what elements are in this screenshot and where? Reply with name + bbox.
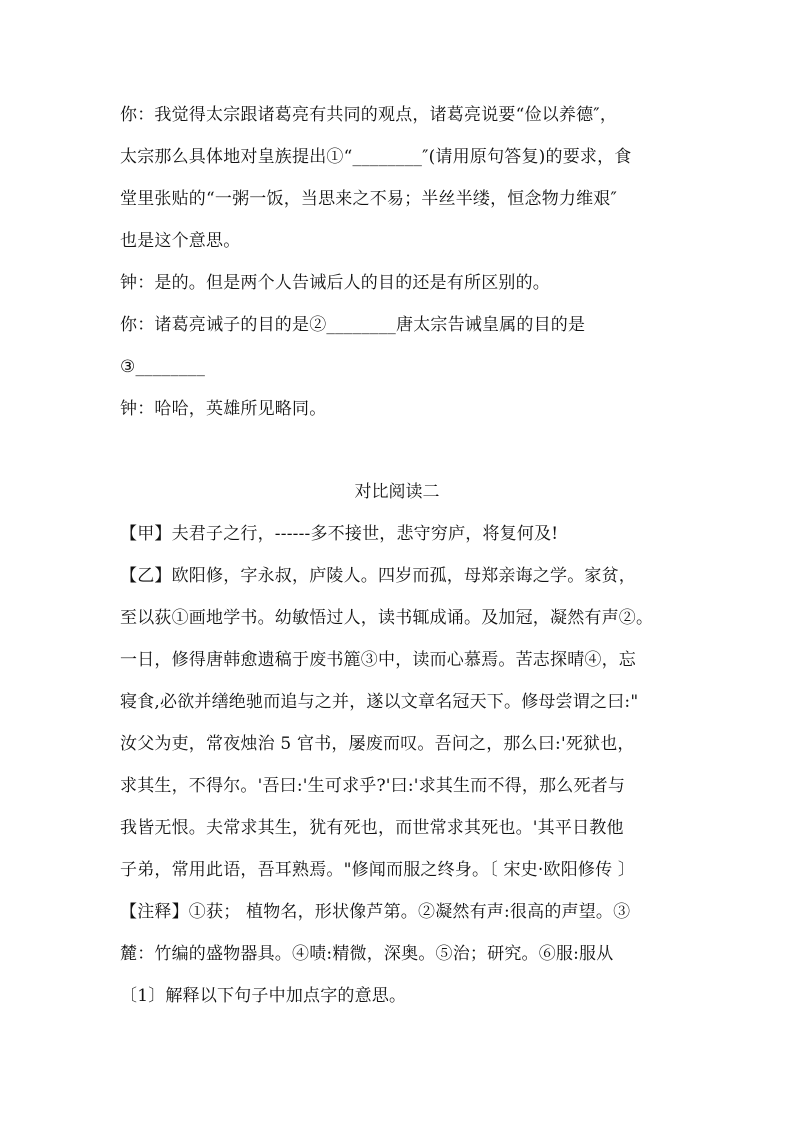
passage-line-4: 一日，修得唐韩愈遗稿于废书簏③中，读而心慕焉。苦志探晴④，忘 — [120, 650, 636, 670]
passage-line-2: 【乙】欧阳修，字永叔，庐陵人。四岁而孤，母郑亲诲之学。家贫， — [120, 566, 636, 586]
question-line-1: 〔1〕解释以下句子中加点字的意思。 — [120, 986, 407, 1006]
dialogue-line-1: 你：我觉得太宗跟诸葛亮有共同的观点，诸葛亮说要“俭以养德″， — [120, 105, 618, 125]
annotation-line-1: 【注释】①获； 植物名，形状像芦第。②凝然有声:很高的声望。③ — [120, 902, 631, 922]
annotation-line-2: 麓：竹编的盛物器具。④啧:精微，深奥。⑤治；研究。⑥服:服从 — [120, 944, 614, 964]
passage-line-5: 寝食,必欲并缮绝驰而追与之并，遂以文章名冠天下。修母尝谓之曰:" — [120, 692, 639, 712]
dialogue-line-7: ③________ — [120, 357, 206, 377]
passage-line-9: 子弟，常用此语，吾耳熟焉。"修闻而服之终身。〔 宋史·欧阳修传 〕 — [120, 860, 636, 880]
dialogue-line-8: 钟：哈哈，英雄所见略同。 — [120, 399, 327, 419]
passage-line-3: 至以荻①画地学书。幼敏悟过人，读书辄成诵。及加冠，凝然有声②。 — [120, 608, 654, 628]
dialogue-line-2: 太宗那么具体地对皇族提出①“________″(请用原句答复)的要求，食 — [120, 147, 632, 167]
passage-line-6: 汝父为吏，常夜烛治 5 官书，屡废而叹。吾问之，那么曰:'死狱也， — [120, 734, 635, 754]
dialogue-line-6: 你：诸葛亮诫子的目的是②________唐太宗告诫皇属的目的是 — [120, 315, 586, 335]
dialogue-line-3: 堂里张贴的“一粥一饭，当思来之不易；半丝半缕，恒念物力维艰″ — [120, 189, 618, 209]
passage-line-7: 求其生，不得尔。'吾曰:'生可求乎?'曰:'求其生而不得，那么死者与 — [120, 776, 626, 796]
passage-line-8: 我皆无恨。夫常求其生，犹有死也，而世常求其死也。'其平日教他 — [120, 818, 624, 838]
section-title: 对比阅读二 — [354, 482, 440, 502]
passage-line-1: 【甲】夫君子之行，------多不接世，悲守穷庐，将复何及! — [120, 524, 559, 544]
dialogue-line-5: 钟：是的。但是两个人告诫后人的目的还是有所区别的。 — [120, 273, 550, 293]
dialogue-line-4: 也是这个意思。 — [120, 231, 241, 251]
